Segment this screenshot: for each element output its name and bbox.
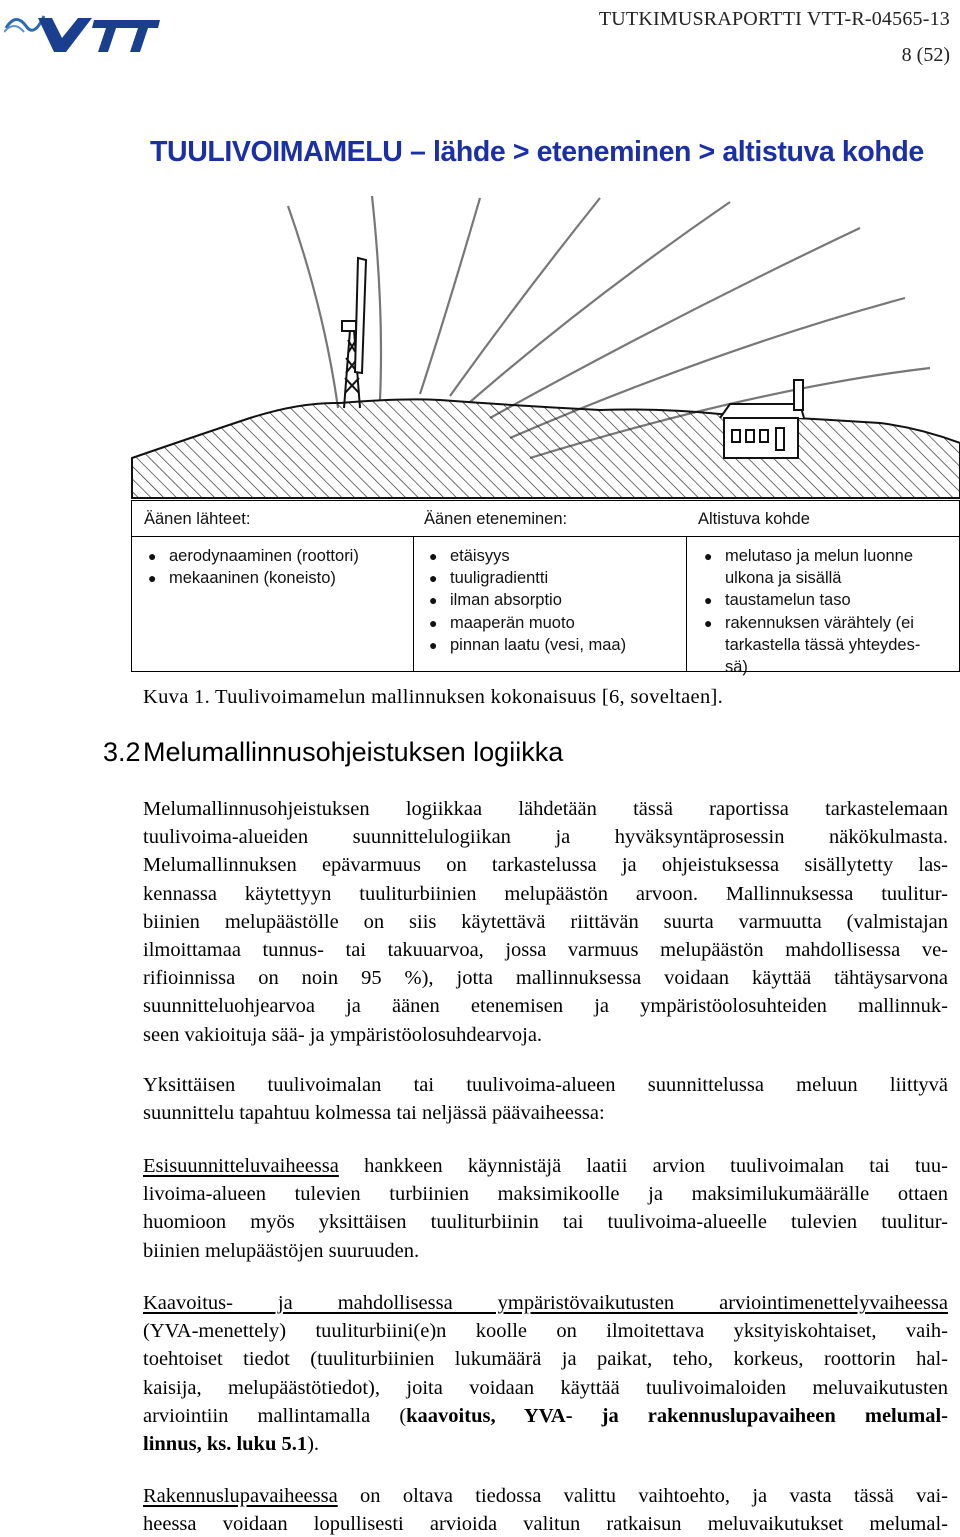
column-heading-receiver: Altistuva kohde [698,510,810,528]
text-line [143,992,948,1020]
paragraph [143,1289,948,1458]
text-segment: Melumallinnuksen epävarmuus on tarkastelussa ja ohjeistuksessa sisällytetty las- [143,854,948,877]
text-segment: biinien melupäästöjen suuruuden. [143,1239,420,1262]
text-line [143,1510,948,1537]
text-line [143,1237,948,1265]
list-item-text: tarkastella tässä yhteydes- [725,635,921,654]
list-item [423,545,626,567]
propagation-list [423,545,626,656]
column-heading-propagation: Äänen eteneminen: [424,510,568,528]
list-item [698,589,920,611]
text-segment: rifioinnissa on noin 95 %), jotta mallinnuksessa voidaan käyttää tähtäysarvona [143,967,948,990]
bullet-icon: ● [429,570,438,587]
text-segment: Melumallinnusohjeistuksen logiikkaa lähdetään tässä raportissa tarkastelemaan [143,798,948,820]
list-item-text: taustamelun taso [725,591,851,610]
section-number: 3.2 [103,737,141,767]
list-item [142,545,359,567]
bold-text: kaavoitus, YVA- ja rakennuslupavaiheen melumal- [406,1404,948,1427]
bullet-icon: ● [429,636,438,653]
text-segment: toehtoiset tiedot (tuuliturbiinien lukumäärä ja paikat, teho, korkeus, roottorin hal- [143,1348,948,1371]
list-item [423,612,626,634]
text-segment: seen vakioituja sää- ja ympäristöolosuhdearvoja. [143,1023,543,1046]
text-line [143,1099,948,1127]
text-segment: on oltava tiedossa valittu vaihtoehto, ja vasta tässä vai- [337,1485,948,1507]
sources-list [142,545,359,589]
text-line [143,1430,948,1458]
text-segment: (YVA-menettely) tuuliturbiini(e)n koolle on ilmoitettava yksityiskohtaiset, vaih- [143,1320,948,1343]
text-segment: biinien melupäästölle on siis käytettävä riittävän suurta varmuutta (valmistajan [143,910,948,933]
text-line [143,964,948,992]
list-item-text: tuuligradientti [450,569,549,588]
turbine-tower [342,258,366,408]
list-item-text: sä) [725,658,748,677]
figure-wind-noise [0,118,960,508]
bullet-icon: ● [148,548,157,564]
vtt-logo [4,2,162,54]
bullet-icon: ● [429,592,438,609]
list-item [698,612,920,679]
text-segment: kaisija, melupäästötiedot), joita voidaan käyttää tuulivoimaloiden meluvaikutusten [143,1376,948,1399]
bold-text: linnus, ks. luku 5.1 [143,1432,308,1455]
text-line [143,1402,948,1430]
list-item-text: pinnan laatu (vesi, maa) [450,635,627,654]
figure-title: TUULIVOIMAMELU – lähde > eteneminen > altistuva kohde [150,136,924,168]
text-line [143,823,948,851]
list-item-text: ulkona ja sisällä [725,569,842,588]
list-item-text: ilman absorptio [450,591,562,610]
list-item-text: melutaso ja melun luonne [725,547,914,565]
bullet-icon: ● [429,548,438,564]
list-item [423,634,626,656]
report-id: TUTKIMUSRAPORTTI VTT-R-04565-13 [598,8,950,30]
paragraph [143,1071,948,1127]
list-item-text: etäisyys [450,547,510,565]
text-line [143,1482,948,1510]
text-segment: suunnittelu tapahtuu kolmessa tai neljässä päävaiheessa: [143,1102,605,1125]
text-line [143,1180,948,1208]
text-line [143,1071,948,1099]
house-icon [720,380,804,458]
list-item-text: aerodynaaminen (roottori) [169,547,359,565]
text-segment: kennassa käytettyyn tuuliturbiinien melupäästön arvoon. Mallinnuksessa tuulitur- [143,882,948,905]
column-heading-sources: Äänen lähteet: [144,510,251,528]
text-segment: ). [307,1432,320,1455]
text-line [143,795,948,823]
text-line [143,880,948,908]
text-segment: ilmoittamaa tunnus- tai takuuarvoa, jossa varmuus melupäästön mahdollisessa ve- [143,938,948,961]
list-item [698,545,920,589]
bullet-icon: ● [704,592,713,609]
text-line [143,1317,948,1345]
text-segment: arviointiin mallintamalla ( [143,1404,407,1427]
underlined-term: Kaavoitus- ja mahdollisessa ympäristövaikutusten arviointimenettelyvaiheessa [143,1292,948,1314]
text-line [143,1345,948,1373]
text-segment: huomioon myös yksittäisen tuuliturbiinin tai tuulivoima-alueelle tulevien tuulitur- [143,1211,948,1234]
underlined-term: Esisuunnitteluvaiheessa [143,1155,339,1177]
bullet-icon: ● [429,614,438,631]
paragraph [143,1482,948,1537]
text-line [143,851,948,879]
page-number: 8 (52) [901,44,950,66]
text-line [143,1289,948,1317]
text-line [143,1021,948,1049]
wind-turbine-illustration [0,118,960,508]
text-line [143,908,948,936]
paragraph [143,795,948,1049]
bullet-icon: ● [704,614,713,631]
text-line [143,1208,948,1236]
text-segment: suunnitteluohjearvoa ja äänen etenemisen ja ympäristöolosuhteiden mallinnuk- [143,995,948,1018]
receiver-list [698,545,920,678]
list-item [423,589,626,611]
bullet-icon: ● [148,570,157,587]
text-segment: livoima-alueen tulevien turbiinien maksimikoolle ja maksimilukumäärälle ottaen [143,1183,948,1206]
text-line [143,936,948,964]
list-item [423,567,626,589]
section-heading [103,737,563,768]
figure-legend-table [131,500,960,677]
list-item [142,567,359,589]
text-segment: Yksittäisen tuulivoimalan tai tuulivoima-alueen suunnittelussa meluun liittyvä [143,1074,948,1096]
text-segment: tuulivoima-alueiden suunnittelulogiikan ja hyväksyntäprosessin näkökulmasta. [143,826,948,849]
text-line [143,1152,948,1180]
underlined-term: Rakennuslupavaiheessa [143,1485,338,1507]
figure-caption: Kuva 1. Tuulivoimamelun mallinnuksen kokonaisuus [6, soveltaen]. [143,686,724,708]
paragraph [143,1152,948,1265]
text-line [143,1374,948,1402]
text-segment: heessa voidaan lopullisesti arvioida valitun ratkaisun meluvaikutukset melumal- [143,1513,948,1536]
list-item-text: mekaaninen (koneisto) [169,569,336,588]
list-item-text: maaperän muoto [450,613,575,632]
list-item-text: rakennuksen värähtely (ei [725,613,914,632]
bullet-icon: ● [704,548,713,564]
section-title: Melumallinnusohjeistuksen logiikka [143,737,564,767]
text-segment: hankkeen käynnistäjä laatii arvion tuulivoimalan tai tuu- [338,1155,948,1177]
